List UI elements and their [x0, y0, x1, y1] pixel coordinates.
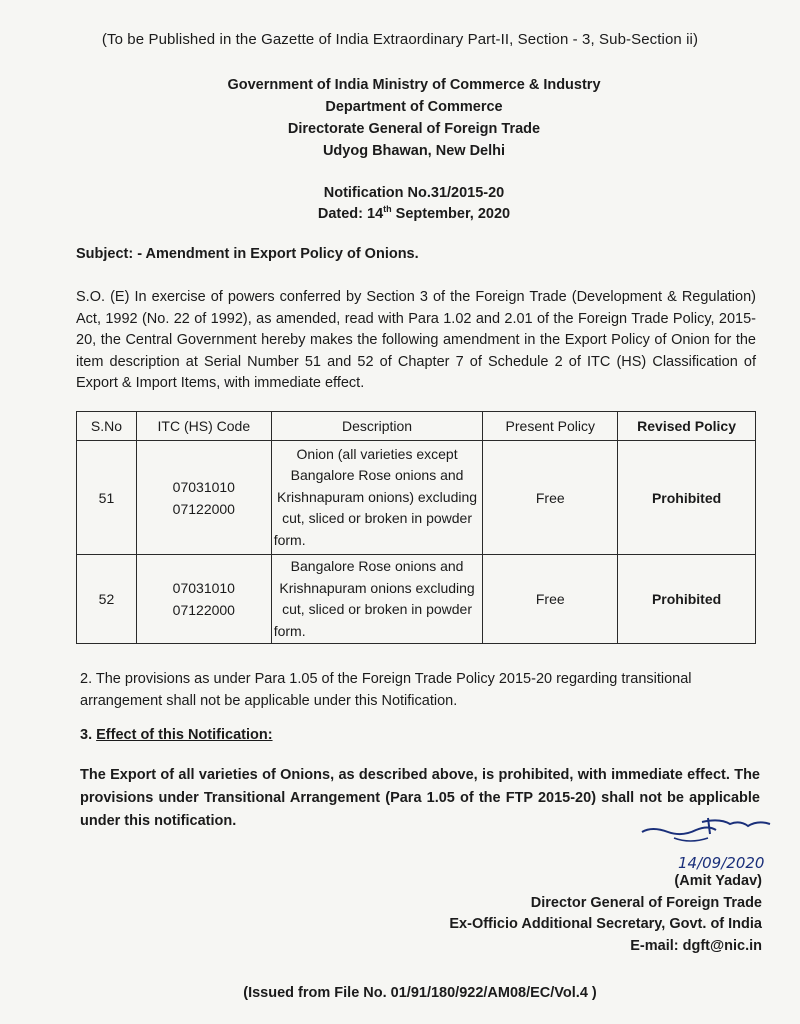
effect-paragraph: The Export of all varieties of Onions, as described above, is prohibited, with immediate effect. The provisions under Transitional Arrangement (Para 1.05 of the FTP 2015-20) shall not be applicable under this notification.: [80, 767, 760, 829]
header-present-policy: Present Policy: [483, 412, 618, 441]
itc-code: 07122000: [172, 602, 235, 618]
signature-stroke: [642, 828, 716, 835]
row-itc-codes: [136, 555, 271, 644]
signatory-email: E-mail: dgft@nic.in: [630, 937, 762, 954]
signatory-title: Director General of Foreign Trade: [530, 894, 762, 911]
table-row: [77, 555, 756, 644]
header-sno: S.No: [77, 412, 137, 441]
handwritten-date: 14/09/2020: [678, 854, 765, 872]
row-present-policy: Free: [483, 555, 618, 644]
department-line: Department of Commerce: [325, 99, 503, 115]
signatory-block: [449, 871, 762, 957]
itc-code: 07122000: [172, 500, 235, 517]
notification-number: Notification No.31/2015-20: [323, 185, 505, 201]
signatory-designation: Ex-Officio Additional Secretary, Govt. of India: [449, 916, 762, 932]
handwritten-signature: [630, 810, 800, 872]
header-description: Description: [271, 412, 483, 441]
policy-table: [76, 411, 756, 644]
table-row: [77, 441, 756, 555]
row-sno: 52: [77, 555, 137, 644]
signatory-name: (Amit Yadav): [674, 873, 762, 889]
row-sno: 51: [77, 441, 137, 555]
notification-date: Dated: 14th September, 2020: [317, 204, 511, 222]
address-line: Udyog Bhawan, New Delhi: [322, 143, 506, 159]
file-reference: (Issued from File No. 01/91/180/922/AM08/EC/Vol.4 ): [243, 985, 597, 1001]
row-itc-codes: [136, 441, 271, 555]
directorate-line: Directorate General of Foreign Trade: [287, 121, 541, 137]
notification-info: [0, 183, 800, 225]
gazette-note: (To be Published in the Gazette of India Extraordinary Part-II, Section - 3, Sub-Section ii): [101, 31, 699, 48]
para-transitional: 2. The provisions as under Para 1.05 of the Foreign Trade Policy 2015-20 regarding transitional arrangement shall not be applicable under this Notification.: [80, 671, 692, 709]
table-header-row: [77, 412, 756, 441]
row-description: Bangalore Rose onions and Krishnapuram onions excluding cut, sliced or broken in powder form.: [271, 555, 483, 644]
ministry-line: Government of India Ministry of Commerce & Industry: [227, 77, 601, 93]
intro-paragraph: S.O. (E) In exercise of powers conferred by Section 3 of the Foreign Trade (Development & Regulation) Act, 1992 (No. 22 of 1992), as amended, read with Para 1.02 and 2.01 of the Foreign Trade Policy, 2015-20, the Central Government hereby makes the following amendment in the Export Policy of Onion for the item description at Serial Number 51 and 52 of Chapter 7 of Schedule 2 of ITC (HS) Classification of Export & Import Items, with immediate effect.: [76, 289, 756, 391]
effect-heading: 3. Effect of this Notification:: [80, 727, 273, 743]
subject-line: Subject: - Amendment in Export Policy of Onions.: [76, 246, 419, 262]
signature-stroke: [702, 818, 770, 834]
row-revised-policy: Prohibited: [618, 555, 756, 644]
itc-code: 07031010: [172, 580, 235, 596]
issuing-authority-header: [0, 74, 800, 162]
row-revised-policy: Prohibited: [618, 441, 756, 555]
row-description: Onion (all varieties except Bangalore Rose onions and Krishnapuram onions) excluding cut, sliced or broken in powder form.: [271, 441, 483, 555]
row-present-policy: Free: [483, 441, 618, 555]
signature-stroke: [674, 838, 708, 841]
header-revised-policy: Revised Policy: [618, 412, 756, 441]
header-itc-code: ITC (HS) Code: [136, 412, 271, 441]
itc-code: 07031010: [172, 478, 235, 495]
